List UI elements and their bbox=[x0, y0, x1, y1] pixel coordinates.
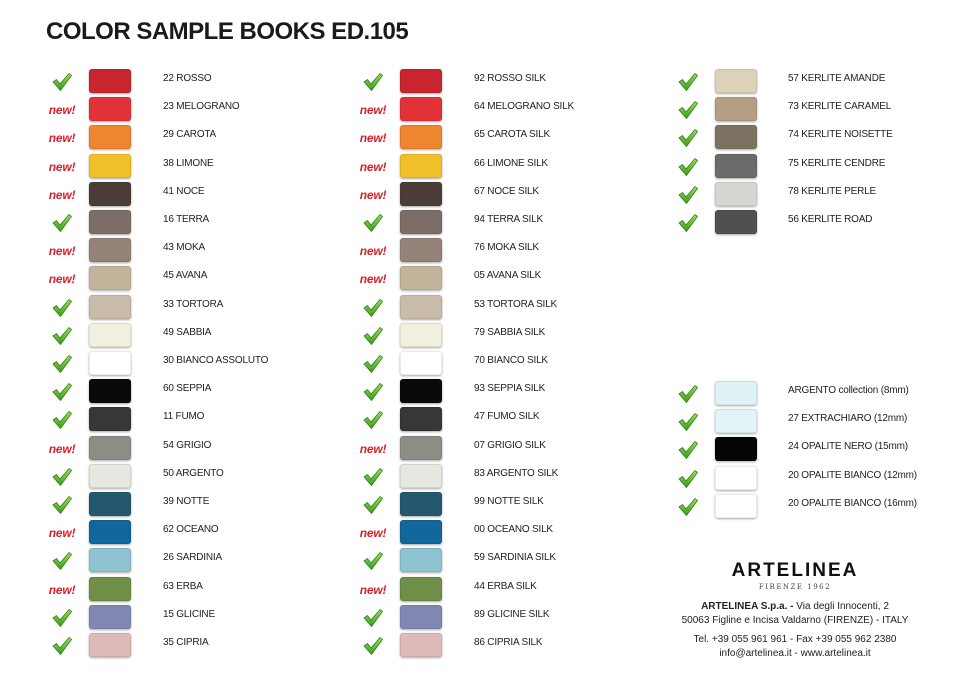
new-badge bbox=[353, 182, 393, 208]
color-label: 67 NOCE SILK bbox=[474, 185, 539, 197]
checkmark-icon bbox=[42, 323, 82, 349]
color-swatch bbox=[89, 351, 131, 375]
color-swatch bbox=[715, 97, 757, 121]
new-badge-text: new! bbox=[359, 131, 387, 146]
page-title: COLOR SAMPLE BOOKS ED.105 bbox=[46, 18, 409, 45]
phone-fax: Tel. +39 055 961 961 - Fax +39 055 962 2380 bbox=[693, 634, 897, 645]
new-badge-text: new! bbox=[359, 244, 387, 259]
checkmark-icon bbox=[353, 548, 393, 574]
color-label: 43 MOKA bbox=[163, 242, 205, 254]
sample-row bbox=[42, 182, 302, 208]
color-label: 50 ARGENTO bbox=[163, 467, 224, 479]
new-badge bbox=[42, 182, 82, 208]
checkmark-icon bbox=[42, 379, 82, 405]
new-badge-text: new! bbox=[48, 159, 76, 174]
color-swatch bbox=[400, 295, 442, 319]
sample-row bbox=[668, 69, 928, 95]
sample-row bbox=[668, 466, 928, 492]
color-swatch bbox=[89, 605, 131, 629]
color-label: 16 TERRA bbox=[163, 214, 210, 225]
color-label: 38 LIMONE bbox=[163, 157, 214, 169]
new-badge-text: new! bbox=[359, 582, 387, 597]
checkmark-icon bbox=[42, 69, 82, 95]
checkmark-icon bbox=[668, 125, 708, 151]
address-line-2: 50063 Figline e Incisa Valdarno (FIRENZE) - ITALY bbox=[681, 615, 909, 626]
checkmark-icon bbox=[353, 323, 393, 349]
checkmark-icon bbox=[668, 381, 708, 407]
sample-row bbox=[353, 125, 613, 151]
new-badge bbox=[353, 266, 393, 292]
logo-wordmark: ARTELINEA bbox=[731, 560, 859, 581]
color-label: 07 GRIGIO SILK bbox=[474, 439, 546, 451]
sample-row bbox=[353, 154, 613, 180]
color-swatch bbox=[89, 407, 131, 431]
color-label: 45 AVANA bbox=[163, 270, 208, 282]
color-label: 22 ROSSO bbox=[163, 73, 212, 84]
color-label: ARGENTO collection (8mm) bbox=[788, 385, 909, 396]
color-swatch bbox=[89, 464, 131, 488]
new-badge-text: new! bbox=[48, 526, 76, 541]
sample-row bbox=[42, 548, 302, 574]
color-swatch bbox=[400, 577, 442, 601]
sample-row bbox=[353, 407, 613, 433]
sample-row bbox=[668, 381, 928, 407]
color-swatch bbox=[89, 182, 131, 206]
new-badge bbox=[42, 520, 82, 546]
sample-row bbox=[353, 548, 613, 574]
sample-row bbox=[42, 407, 302, 433]
color-label: 74 KERLITE NOISETTE bbox=[788, 129, 893, 141]
sample-row bbox=[42, 295, 302, 321]
sample-row bbox=[42, 238, 302, 264]
new-badge bbox=[42, 266, 82, 292]
color-label: 65 CAROTA SILK bbox=[474, 129, 550, 141]
sample-row bbox=[353, 210, 613, 236]
checkmark-icon bbox=[42, 407, 82, 433]
color-swatch bbox=[400, 492, 442, 516]
checkmark-icon bbox=[42, 464, 82, 490]
sample-row bbox=[353, 238, 613, 264]
sample-row bbox=[353, 266, 613, 292]
color-swatch bbox=[715, 210, 757, 234]
color-swatch bbox=[715, 381, 757, 405]
color-swatch bbox=[400, 379, 442, 403]
color-label: 20 OPALITE BIANCO (16mm) bbox=[788, 497, 917, 509]
color-label: 26 SARDINIA bbox=[163, 552, 222, 564]
color-label: 60 SEPPIA bbox=[163, 383, 212, 395]
sample-row bbox=[353, 633, 613, 659]
color-label: 63 ERBA bbox=[163, 580, 203, 592]
color-swatch bbox=[400, 407, 442, 431]
color-swatch bbox=[89, 436, 131, 460]
color-swatch bbox=[715, 466, 757, 490]
email-website: info@artelinea.it - www.artelinea.it bbox=[719, 648, 871, 659]
checkmark-icon bbox=[668, 182, 708, 208]
checkmark-icon bbox=[353, 633, 393, 659]
checkmark-icon bbox=[668, 437, 708, 463]
checkmark-icon bbox=[42, 548, 82, 574]
color-swatch bbox=[715, 154, 757, 178]
new-badge-text: new! bbox=[48, 441, 76, 456]
color-swatch bbox=[715, 409, 757, 433]
color-label: 11 FUMO bbox=[163, 411, 205, 423]
color-label: 00 OCEANO SILK bbox=[474, 524, 553, 536]
new-badge bbox=[353, 577, 393, 603]
color-swatch bbox=[400, 520, 442, 544]
color-label: 47 FUMO SILK bbox=[474, 411, 540, 423]
color-swatch bbox=[715, 494, 757, 518]
color-label: 41 NOCE bbox=[163, 185, 205, 197]
sample-row bbox=[42, 520, 302, 546]
sample-row bbox=[353, 464, 613, 490]
checkmark-icon bbox=[353, 605, 393, 631]
new-badge bbox=[42, 436, 82, 462]
checkmark-icon bbox=[668, 494, 708, 520]
new-badge-text: new! bbox=[359, 441, 387, 456]
new-badge-text: new! bbox=[359, 272, 387, 287]
new-badge-text: new! bbox=[359, 187, 387, 202]
checkmark-icon bbox=[668, 154, 708, 180]
color-swatch bbox=[400, 125, 442, 149]
checkmark-icon bbox=[42, 210, 82, 236]
new-badge bbox=[42, 577, 82, 603]
color-label: 54 GRIGIO bbox=[163, 439, 212, 451]
checkmark-icon bbox=[353, 407, 393, 433]
color-label: 24 OPALITE NERO (15mm) bbox=[788, 441, 908, 453]
color-label: 76 MOKA SILK bbox=[474, 242, 539, 254]
sample-row bbox=[42, 125, 302, 151]
color-label: 93 SEPPIA SILK bbox=[474, 383, 546, 395]
color-swatch bbox=[89, 97, 131, 121]
checkmark-icon bbox=[668, 466, 708, 492]
sample-row bbox=[42, 379, 302, 405]
color-label: 29 CAROTA bbox=[163, 129, 217, 141]
new-badge bbox=[353, 238, 393, 264]
color-swatch bbox=[400, 238, 442, 262]
color-label: 89 GLICINE SILK bbox=[474, 608, 550, 620]
sample-row bbox=[353, 351, 613, 377]
sample-row bbox=[668, 125, 928, 151]
color-label: 05 AVANA SILK bbox=[474, 270, 542, 282]
color-label: 57 KERLITE AMANDE bbox=[788, 73, 886, 84]
logo-tagline: FIRENZE 1962 bbox=[758, 583, 832, 591]
color-label: 62 OCEANO bbox=[163, 524, 219, 536]
sample-row bbox=[353, 182, 613, 208]
sample-row bbox=[42, 69, 302, 95]
color-label: 83 ARGENTO SILK bbox=[474, 467, 559, 479]
sample-row bbox=[42, 436, 302, 462]
new-badge bbox=[353, 436, 393, 462]
color-swatch bbox=[400, 351, 442, 375]
color-swatch bbox=[715, 125, 757, 149]
color-label: 20 OPALITE BIANCO (12mm) bbox=[788, 469, 917, 481]
sample-row bbox=[42, 577, 302, 603]
color-swatch bbox=[89, 323, 131, 347]
color-label: 53 TORTORA SILK bbox=[474, 298, 557, 310]
new-badge-text: new! bbox=[48, 131, 76, 146]
color-swatch bbox=[89, 266, 131, 290]
address-line-1 bbox=[660, 600, 930, 614]
color-label: 66 LIMONE SILK bbox=[474, 157, 548, 169]
sample-row bbox=[42, 210, 302, 236]
color-swatch bbox=[89, 379, 131, 403]
sample-row bbox=[353, 492, 613, 518]
checkmark-icon bbox=[353, 464, 393, 490]
checkmark-icon bbox=[42, 295, 82, 321]
sample-row bbox=[668, 97, 928, 123]
sample-row bbox=[42, 266, 302, 292]
sample-row bbox=[353, 520, 613, 546]
checkmark-icon bbox=[668, 97, 708, 123]
color-label: 15 GLICINE bbox=[163, 608, 215, 620]
checkmark-icon bbox=[668, 210, 708, 236]
sample-row bbox=[42, 464, 302, 490]
checkmark-icon bbox=[353, 69, 393, 95]
color-label: 92 ROSSO SILK bbox=[474, 73, 546, 84]
sample-row bbox=[353, 69, 613, 95]
checkmark-icon bbox=[42, 351, 82, 377]
new-badge bbox=[42, 238, 82, 264]
sample-row bbox=[668, 154, 928, 180]
color-label: 27 EXTRACHIARO (12mm) bbox=[788, 413, 908, 425]
color-swatch bbox=[89, 295, 131, 319]
color-label: 56 KERLITE ROAD bbox=[788, 214, 873, 225]
color-label: 78 KERLITE PERLE bbox=[788, 185, 876, 197]
color-swatch bbox=[400, 266, 442, 290]
sample-row bbox=[668, 409, 928, 435]
color-label: 44 ERBA SILK bbox=[474, 580, 537, 592]
sample-row bbox=[353, 379, 613, 405]
new-badge bbox=[353, 97, 393, 123]
color-swatch bbox=[89, 492, 131, 516]
checkmark-icon bbox=[42, 605, 82, 631]
color-label: 59 SARDINIA SILK bbox=[474, 552, 556, 564]
sample-row bbox=[42, 97, 302, 123]
color-swatch bbox=[89, 520, 131, 544]
color-swatch bbox=[400, 154, 442, 178]
color-swatch bbox=[400, 182, 442, 206]
color-swatch bbox=[400, 97, 442, 121]
color-swatch bbox=[715, 182, 757, 206]
sample-row bbox=[668, 210, 928, 236]
color-swatch bbox=[400, 548, 442, 572]
new-badge-text: new! bbox=[359, 159, 387, 174]
color-swatch bbox=[715, 69, 757, 93]
color-label: 33 TORTORA bbox=[163, 298, 224, 310]
sample-row bbox=[42, 154, 302, 180]
checkmark-icon bbox=[353, 351, 393, 377]
new-badge-text: new! bbox=[359, 526, 387, 541]
checkmark-icon bbox=[353, 210, 393, 236]
color-swatch bbox=[400, 605, 442, 629]
color-label: 94 TERRA SILK bbox=[474, 214, 543, 225]
new-badge bbox=[42, 97, 82, 123]
new-badge-text: new! bbox=[48, 187, 76, 202]
color-swatch bbox=[89, 154, 131, 178]
sample-row bbox=[353, 97, 613, 123]
color-swatch bbox=[89, 633, 131, 657]
color-swatch bbox=[400, 323, 442, 347]
new-badge bbox=[353, 154, 393, 180]
color-label: 73 KERLITE CARAMEL bbox=[788, 101, 892, 113]
sample-row bbox=[353, 436, 613, 462]
color-label: 39 NOTTE bbox=[163, 496, 210, 507]
color-swatch bbox=[89, 210, 131, 234]
checkmark-icon bbox=[668, 409, 708, 435]
new-badge-text: new! bbox=[48, 582, 76, 597]
checkmark-icon bbox=[353, 379, 393, 405]
checkmark-icon bbox=[42, 492, 82, 518]
new-badge-text: new! bbox=[48, 244, 76, 259]
color-label: 30 BIANCO ASSOLUTO bbox=[163, 355, 269, 366]
color-label: 70 BIANCO SILK bbox=[474, 355, 548, 366]
sample-row bbox=[353, 323, 613, 349]
color-swatch bbox=[89, 548, 131, 572]
color-swatch bbox=[89, 69, 131, 93]
color-label: 35 CIPRIA bbox=[163, 637, 209, 648]
company-name: ARTELINEA S.p.a. - bbox=[701, 601, 794, 612]
color-label: 79 SABBIA SILK bbox=[474, 326, 546, 338]
company-logo bbox=[690, 560, 900, 591]
color-swatch bbox=[400, 464, 442, 488]
checkmark-icon bbox=[353, 492, 393, 518]
sample-row bbox=[353, 605, 613, 631]
sample-row bbox=[668, 494, 928, 520]
new-badge-text: new! bbox=[48, 272, 76, 287]
sample-row bbox=[42, 492, 302, 518]
color-swatch bbox=[89, 125, 131, 149]
sample-row bbox=[42, 633, 302, 659]
company-street: Via degli Innocenti, 2 bbox=[793, 601, 889, 612]
sample-row bbox=[353, 577, 613, 603]
sample-row bbox=[42, 323, 302, 349]
color-swatch bbox=[400, 633, 442, 657]
new-badge-text: new! bbox=[48, 103, 76, 118]
color-swatch bbox=[400, 436, 442, 460]
sample-row bbox=[353, 295, 613, 321]
color-swatch bbox=[89, 577, 131, 601]
color-swatch bbox=[400, 69, 442, 93]
sample-row bbox=[668, 437, 928, 463]
sample-row bbox=[42, 605, 302, 631]
company-address bbox=[660, 600, 930, 661]
color-label: 64 MELOGRANO SILK bbox=[474, 101, 574, 113]
color-label: 86 CIPRIA SILK bbox=[474, 637, 543, 648]
color-swatch bbox=[400, 210, 442, 234]
new-badge-text: new! bbox=[359, 103, 387, 118]
new-badge bbox=[42, 125, 82, 151]
color-label: 75 KERLITE CENDRE bbox=[788, 157, 886, 169]
checkmark-icon bbox=[668, 69, 708, 95]
new-badge bbox=[353, 125, 393, 151]
color-label: 23 MELOGRANO bbox=[163, 101, 240, 113]
color-swatch bbox=[715, 437, 757, 461]
sample-row bbox=[668, 182, 928, 208]
checkmark-icon bbox=[353, 295, 393, 321]
color-swatch bbox=[89, 238, 131, 262]
sample-row bbox=[42, 351, 302, 377]
checkmark-icon bbox=[42, 633, 82, 659]
new-badge bbox=[42, 154, 82, 180]
color-label: 99 NOTTE SILK bbox=[474, 496, 544, 507]
new-badge bbox=[353, 520, 393, 546]
color-label: 49 SABBIA bbox=[163, 326, 212, 338]
